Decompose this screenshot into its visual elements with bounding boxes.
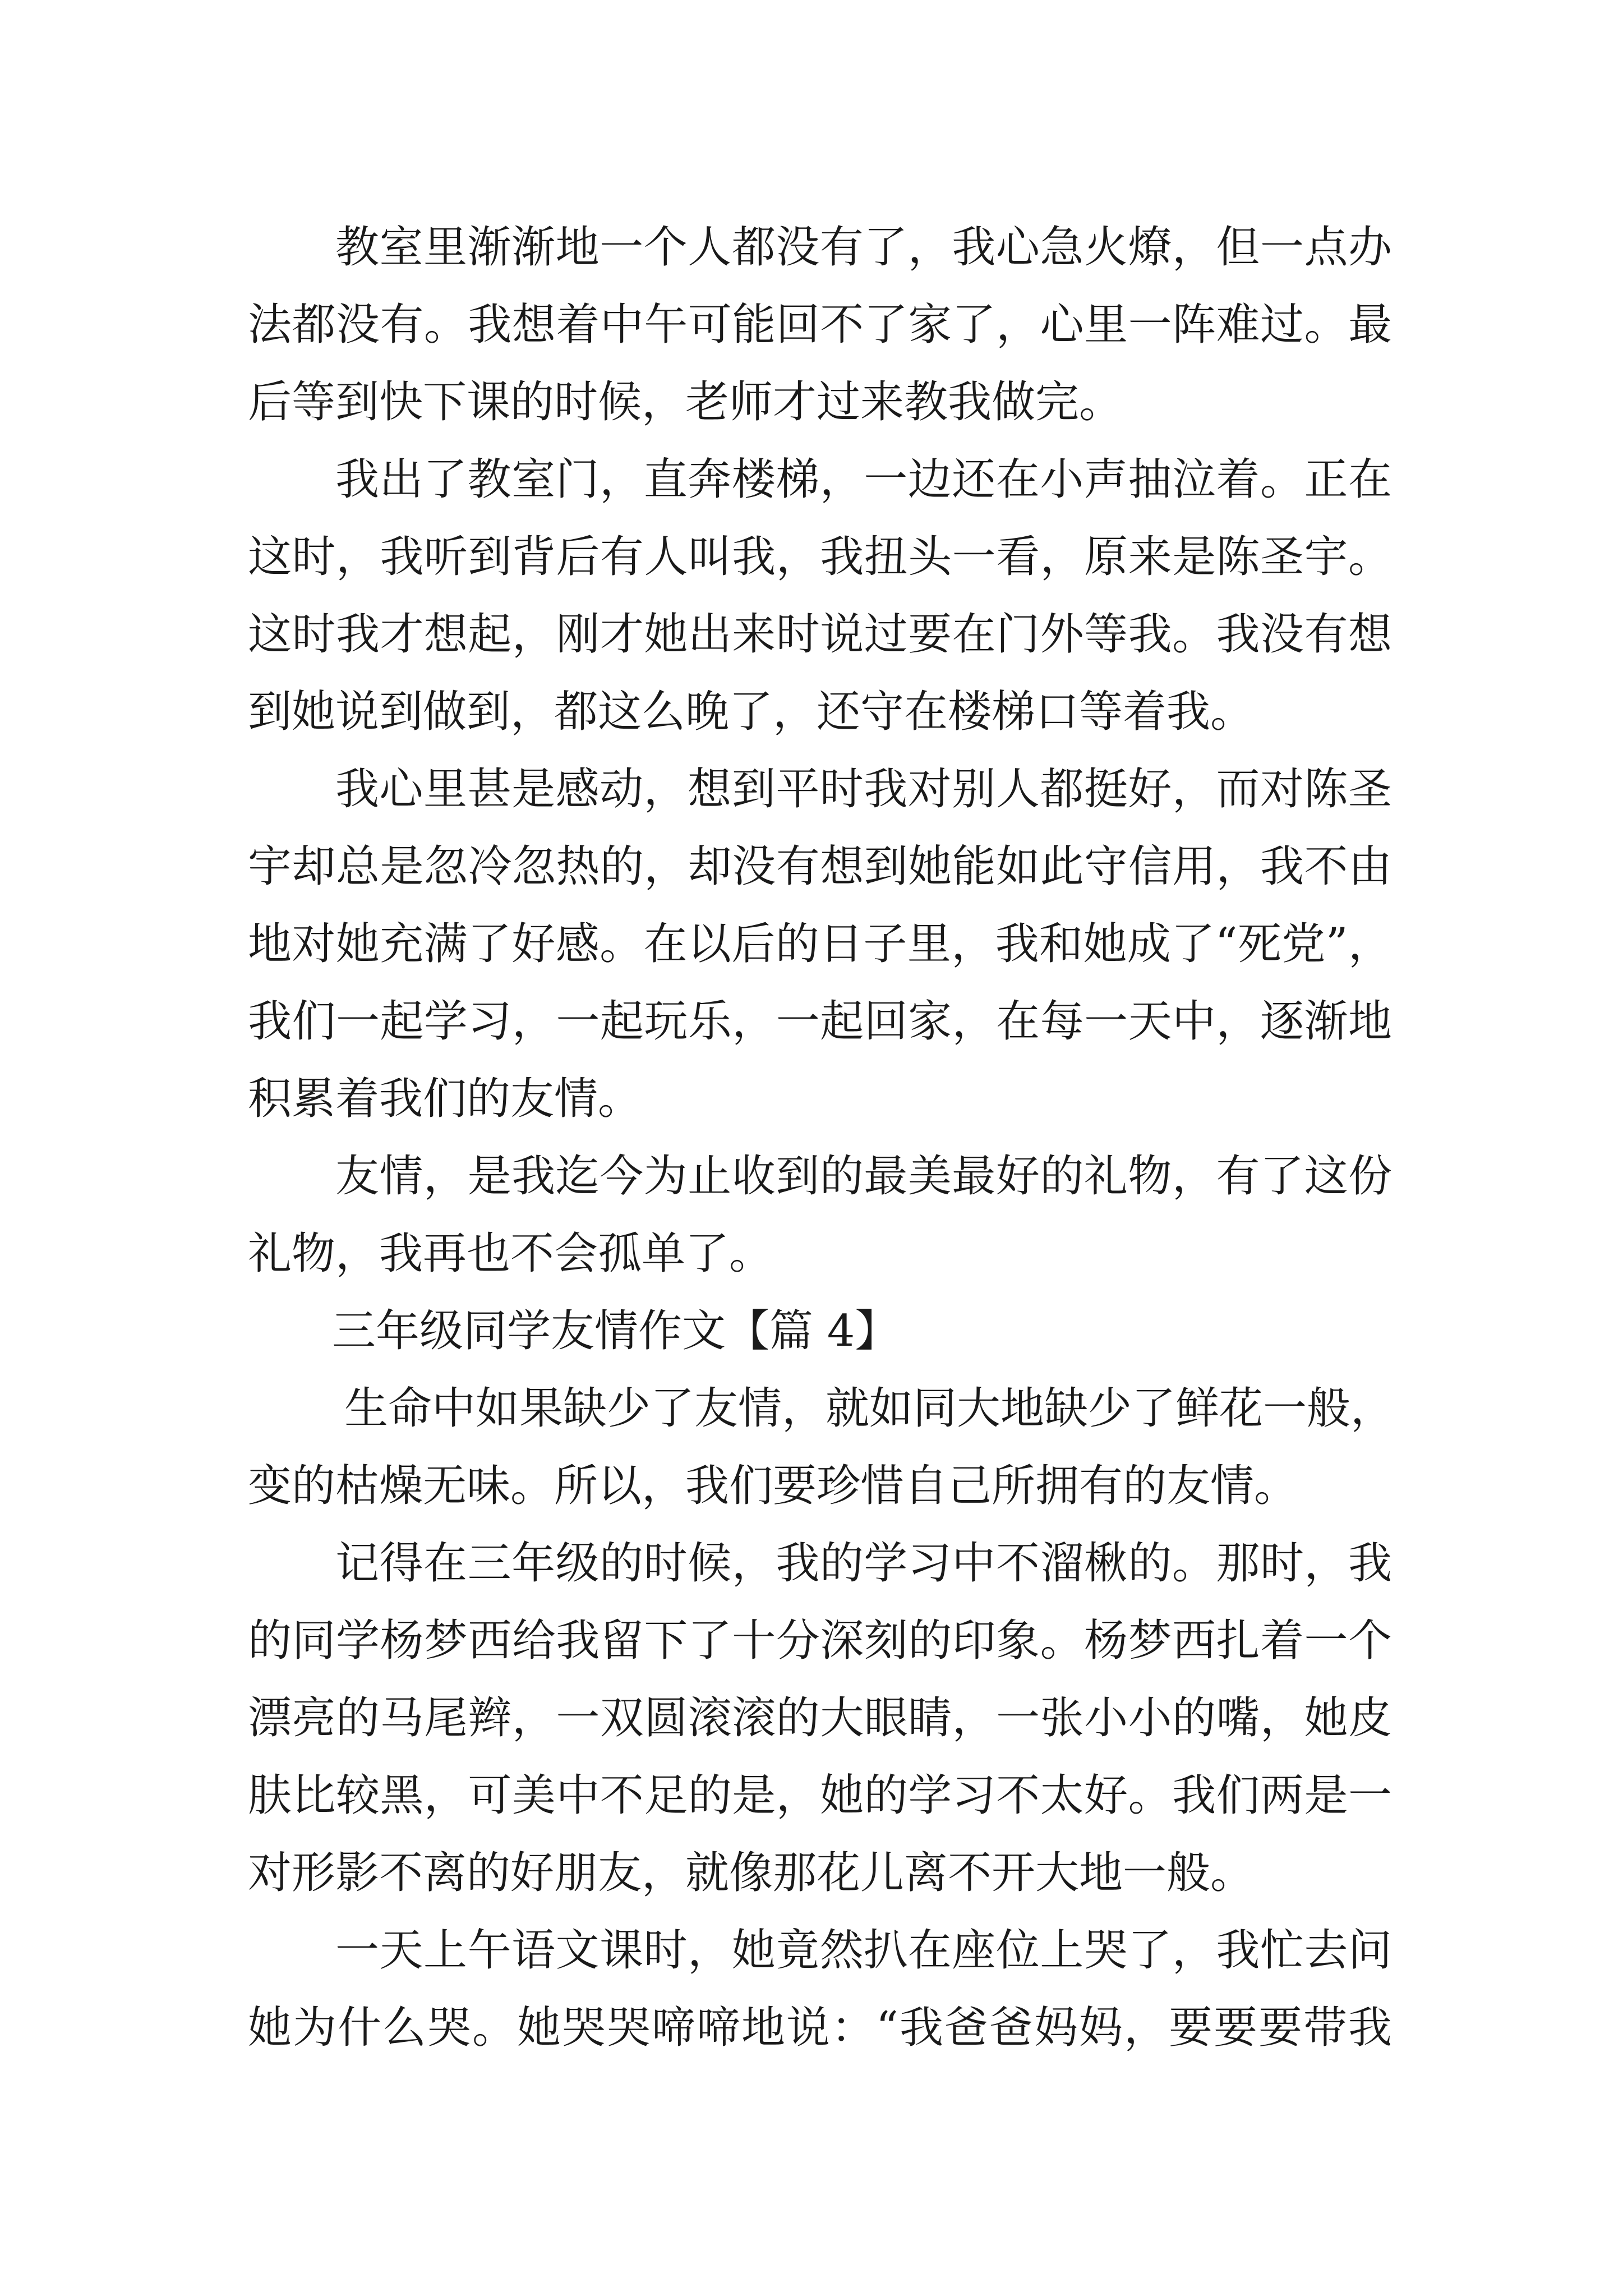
paragraph-5-line-1: 生命中如果缺少了友情，就如同大地缺少了鲜花一般， <box>344 1383 1395 1434</box>
document-body <box>248 209 1395 2067</box>
paragraph-2-line-4: 到她说到做到，都这么晚了，还守在楼梯口等着我。 <box>248 687 1255 737</box>
paragraph-6-line-3: 漂亮的马尾辫，一双圆滚滚的大眼睛，一张小小的嘴，她皮 <box>248 1693 1392 1743</box>
paragraph-4-line-2: 礼物，我再也不会孤单了。 <box>248 1228 773 1279</box>
paragraph-3-line-1: 我心里甚是感动，想到平时我对别人都挺好，而对陈圣 <box>335 764 1392 815</box>
paragraph-6-line-1: 记得在三年级的时候，我的学习中不溜楸的。那时，我 <box>335 1538 1392 1589</box>
paragraph-2-line-1: 我出了教室门，直奔楼梯，一边还在小声抽泣着。正在 <box>335 454 1392 505</box>
paragraph-7-line-2: 她为什么哭。她哭哭啼啼地说：“我爸爸妈妈，要要要带我 <box>248 2003 1392 2053</box>
paragraph-1-line-2: 法都没有。我想着中午可能回不了家了，心里一阵难过。最 <box>248 300 1392 350</box>
paragraph-2-line-3: 这时我才想起，刚才她出来时说过要在门外等我。我没有想 <box>248 609 1392 660</box>
paragraph-3-line-3: 地对她充满了好感。在以后的日子里，我和她成了“死党”， <box>248 919 1392 969</box>
paragraph-3-line-5: 积累着我们的友情。 <box>248 1074 642 1124</box>
paragraph-5-line-2: 变的枯燥无味。所以，我们要珍惜自己所拥有的友情。 <box>248 1461 1298 1511</box>
paragraph-1-line-1: 教室里渐渐地一个人都没有了，我心急火燎，但一点办 <box>335 222 1392 273</box>
paragraph-2-line-2: 这时，我听到背后有人叫我，我扭头一看，原来是陈圣宇。 <box>248 532 1392 582</box>
paragraph-4-line-1: 友情，是我迄今为止收到的最美最好的礼物，有了这份 <box>335 1151 1392 1202</box>
paragraph-6-line-5: 对形影不离的好朋友，就像那花儿离不开大地一般。 <box>248 1848 1255 1898</box>
paragraph-6-line-2: 的同学杨梦西给我留下了十分深刻的印象。杨梦西扎着一个 <box>248 1616 1392 1666</box>
paragraph-6-line-4: 肤比较黑，可美中不足的是，她的学习不太好。我们两是一 <box>248 1770 1392 1821</box>
section-heading: 三年级同学友情作文【篇 4】 <box>332 1306 899 1356</box>
paragraph-3-line-4: 我们一起学习，一起玩乐，一起回家，在每一天中，逐渐地 <box>248 996 1392 1047</box>
paragraph-1-line-3: 后等到快下课的时候，老师才过来教我做完。 <box>248 377 1123 427</box>
paragraph-3-line-2: 宇却总是忽冷忽热的，却没有想到她能如此守信用，我不由 <box>248 841 1392 892</box>
paragraph-7-line-1: 一天上午语文课时，她竟然扒在座位上哭了，我忙去问 <box>335 1925 1392 1976</box>
